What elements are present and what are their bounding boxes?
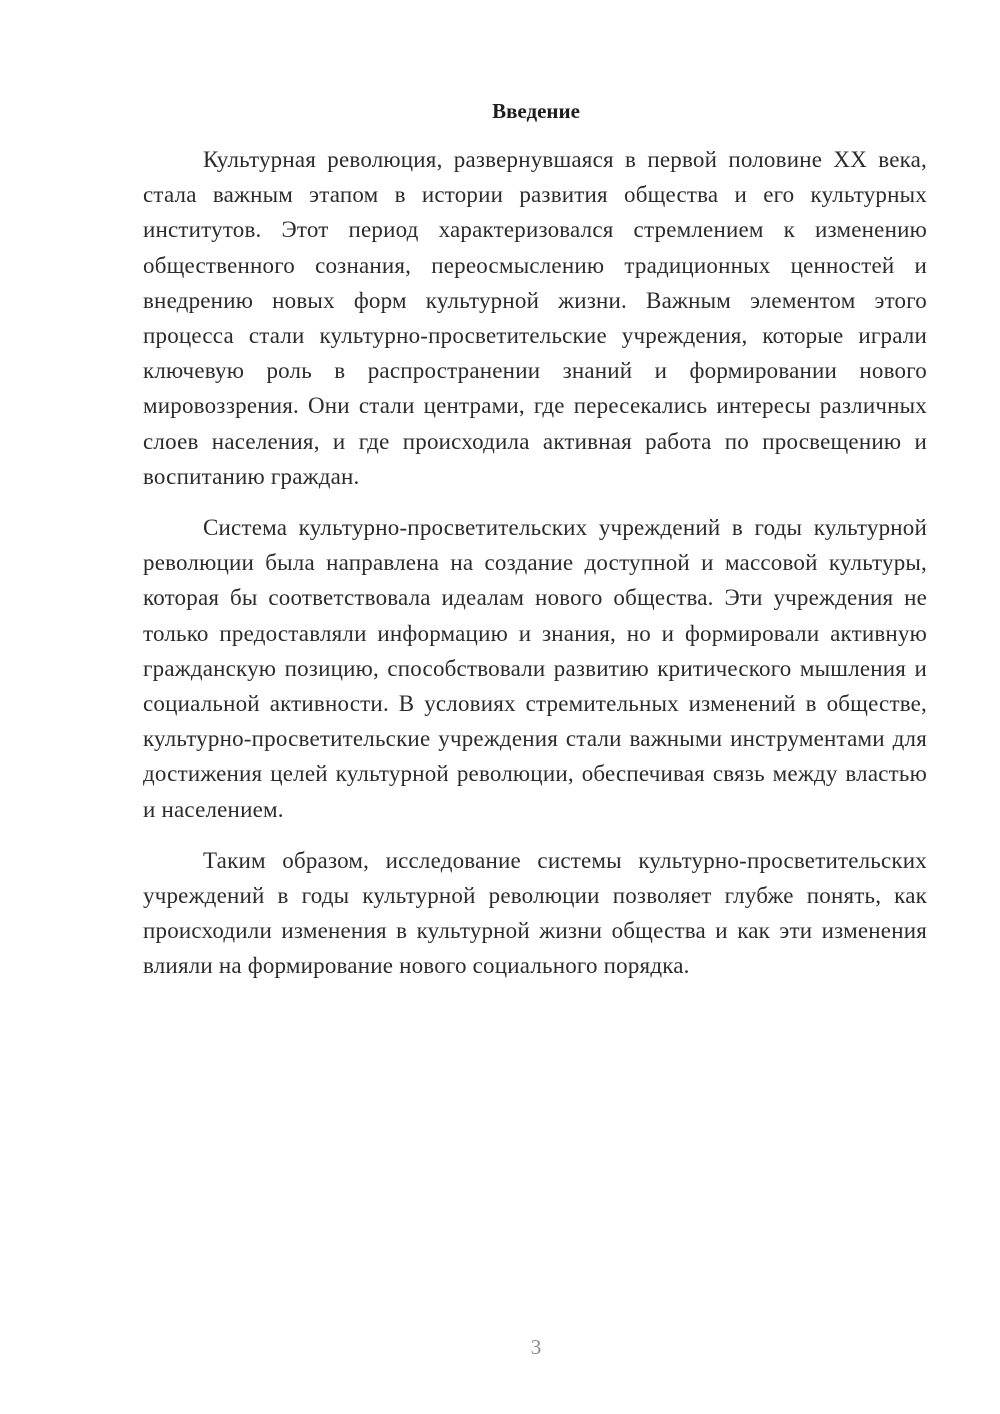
paragraph-2: Система культурно-просветительских учреждений в годы культурной революции была направлена на создание доступной и массовой культуры, которая бы соответствовала идеалам нового общества. Эти учреждения не только предоставляли информацию и знания, но и формировали активную гражданскую позицию, способствовали развитию критического мышления и социальной активности. В условиях стремительных изменений в обществе, культурно-просветительские учреждения стали важными инструментами для достижения целей культурной революции, обеспечивая связь между властью и населением.	[143, 515, 927, 822]
paragraph-1: Культурная революция, развернувшаяся в первой половине XX века, стала важным этапом в истории развития общества и его культурных институтов. Этот период характеризовался стремлением к изменению общественного сознания, переосмыслению традиционных ценностей и внедрению новых форм культурной жизни. Важным элементом этого процесса стали культурно-просветительские учреждения, которые играли ключевую роль в распространении знаний и формировании нового мировоззрения. Они стали центрами, где пересекались интересы различных слоев населения, и где происходила активная работа по просвещению и воспитанию граждан.	[143, 147, 927, 489]
paragraph-3: Таким образом, исследование системы культурно-просветительских учреждений в годы культурной революции позволяет глубже понять, как происходили изменения в культурной жизни общества и как эти изменения влияли на формирование нового социального порядка.	[143, 847, 927, 979]
body-text	[143, 142, 927, 984]
page-number: 3	[530, 1335, 542, 1359]
section-heading: Введение	[492, 99, 580, 123]
